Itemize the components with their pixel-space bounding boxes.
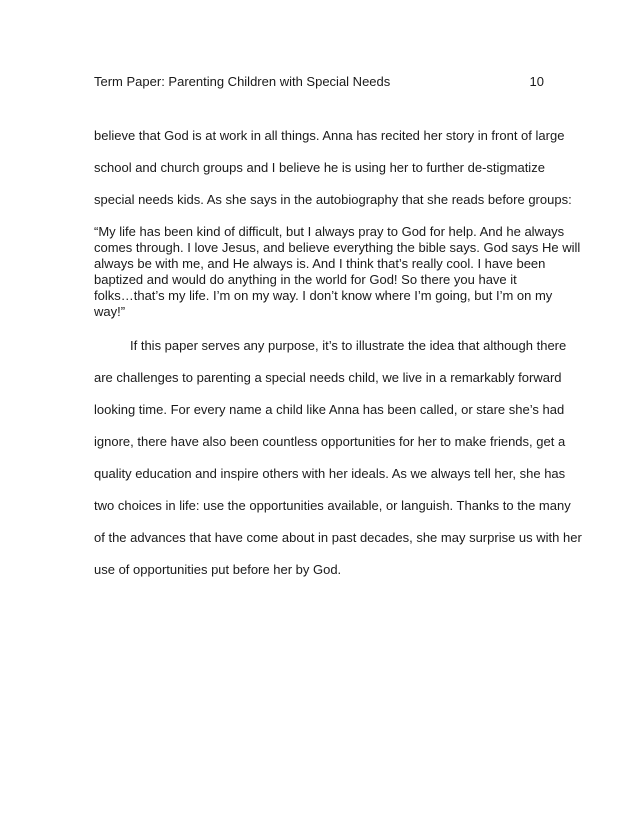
text-line: believe that God is at work in all things. Anna has recited her story in front of large xyxy=(94,128,565,143)
text-line: are challenges to parenting a special needs child, we live in a remarkably forward xyxy=(94,370,562,385)
quote-line: always be with me, and He always is. And I think that’s really cool. I have been xyxy=(94,256,546,271)
quote-line: comes through. I love Jesus, and believe everything the bible says. God says He will xyxy=(94,240,581,255)
text-line: special needs kids. As she says in the autobiography that she reads before groups: xyxy=(94,192,572,207)
quote-line: way!” xyxy=(94,304,126,319)
text-line: use of opportunities put before her by God. xyxy=(94,562,342,577)
text-line: school and church groups and I believe he is using her to further de-stigmatize xyxy=(94,160,545,175)
text-line: two choices in life: use the opportunities available, or languish. Thanks to the many xyxy=(94,498,571,513)
text-line: quality education and inspire others with her ideals. As we always tell her, she has xyxy=(94,466,566,481)
page-number: 10 xyxy=(529,74,544,89)
document-body xyxy=(94,128,582,578)
quote-line: folks…that’s my life. I’m on my way. I don’t know where I’m going, but I’m on my xyxy=(94,288,553,303)
quote-line: “My life has been kind of difficult, but I always pray to God for help. And he always xyxy=(94,224,565,239)
header-title: Term Paper: Parenting Children with Special Needs xyxy=(94,74,391,89)
paragraph-2 xyxy=(94,338,582,578)
paragraph-1 xyxy=(94,128,572,208)
quote-line: baptized and would do anything in the world for God! So there you have it xyxy=(94,272,517,287)
text-line: of the advances that have come about in past decades, she may surprise us with her xyxy=(94,530,582,545)
text-line: looking time. For every name a child like Anna has been called, or stare she’s had xyxy=(94,402,565,417)
text-line: ignore, there have also been countless opportunities for her to make friends, get a xyxy=(94,434,566,449)
text-line: If this paper serves any purpose, it’s to illustrate the idea that although there xyxy=(130,338,567,353)
block-quote xyxy=(94,224,581,320)
